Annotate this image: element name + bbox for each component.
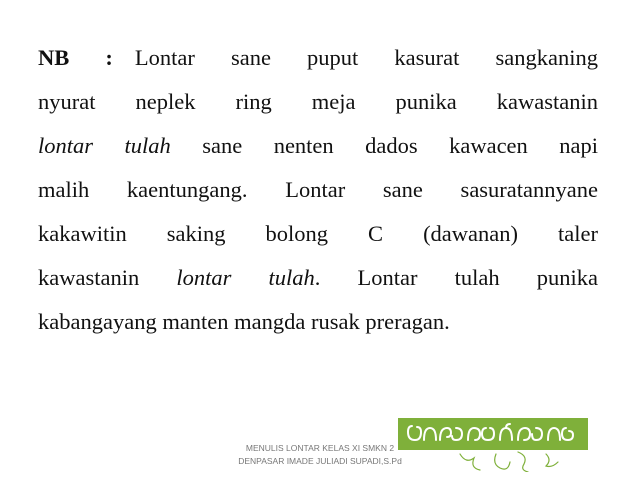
balinese-script-glyphs-icon xyxy=(398,418,588,450)
body-paragraph xyxy=(38,36,598,344)
footer-line-2: DENPASAR IMADE JULIADI SUPADI,S.Pd xyxy=(238,456,402,466)
text-line-6-before: kawastanin xyxy=(38,265,140,290)
text-line-1-content: Lontar sane puput kasurat sangkaning xyxy=(134,45,598,70)
text-line-2: nyurat neplek ring meja punika kawastanin xyxy=(38,89,598,114)
text-line-4: malih kaentungang. Lontar sane sasuratannyane xyxy=(38,177,598,202)
logo-flourish-icon xyxy=(450,450,570,472)
lontar-tulah-term-2: lontar tulah xyxy=(176,265,315,290)
text-line-3-content: sane nenten dados kawacen napi xyxy=(202,133,599,158)
text-line-6 xyxy=(38,256,598,300)
text-line-1 xyxy=(38,36,598,80)
nb-label: NB : xyxy=(38,45,113,70)
lontar-tulah-term: lontar tulah xyxy=(38,133,171,158)
footer-line-1: MENULIS LONTAR KELAS XI SMKN 2 xyxy=(245,443,395,453)
slide-footer xyxy=(222,442,418,468)
text-line-3 xyxy=(38,124,598,168)
text-line-6-after: . Lontar tulah punika xyxy=(314,265,599,290)
text-line-7: kabangayang manten mangda rusak preragan. xyxy=(38,309,450,334)
balinese-script-logo xyxy=(398,418,588,450)
text-line-5: kakawitin saking bolong C (dawanan) taler xyxy=(38,221,598,246)
